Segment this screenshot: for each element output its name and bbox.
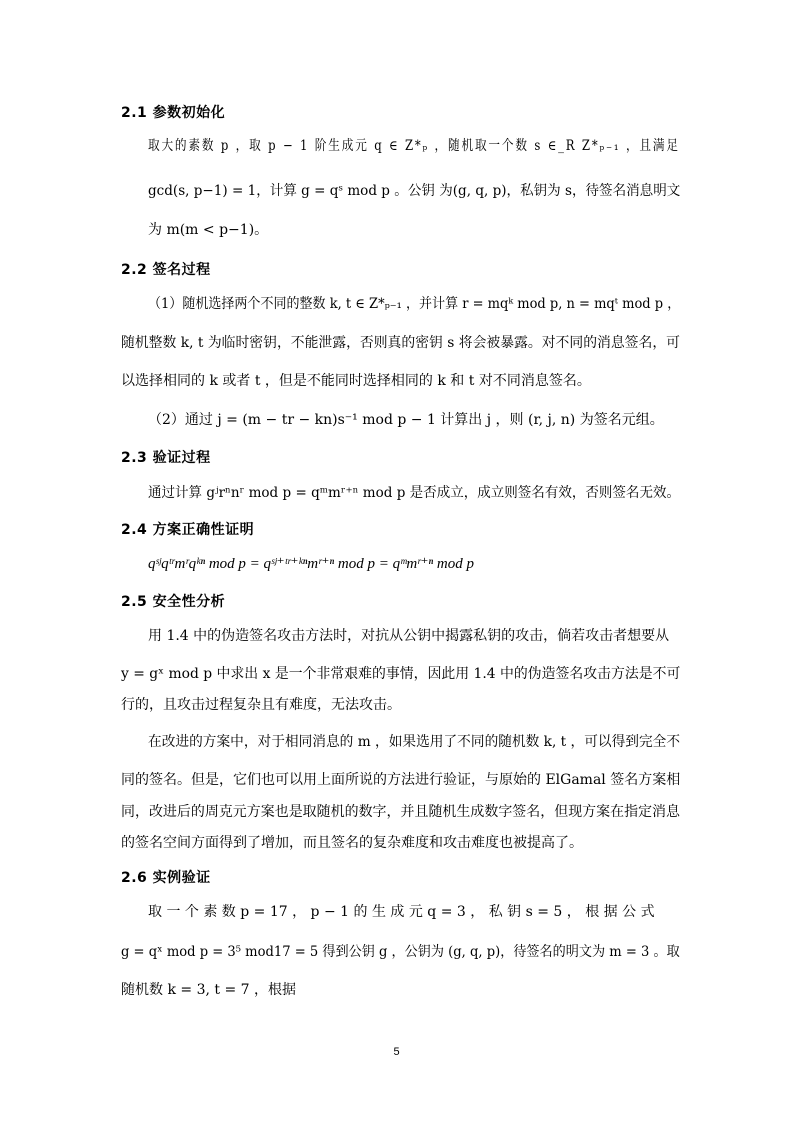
page-number: 5 [393,1046,400,1058]
paragraph-line: 用 1.4 中的伪造签名攻击方法时，对抗从公钥中揭露私钥的攻击，倘若攻击者想要从 [148,628,670,644]
section-heading-2-2: 2.2 签名过程 [121,262,211,278]
paragraph-line: y = gˣ mod p 中求出 x 是一个非常艰难的事情，因此用 1.4 中的伪造签名攻击方法是不可 [121,666,681,682]
paragraph-line: 以选择相同的 k 或者 t ，但是不能同时选择相同的 k 和 t 对不同消息签名。 [121,373,591,389]
section-heading-2-6: 2.6 实例验证 [121,870,211,886]
paragraph-line: 的签名空间方面得到了增加，而且签名的复杂难度和攻击难度也被提高了。 [121,835,583,851]
section-heading-2-3: 2.3 验证过程 [121,450,211,466]
paragraph-line: 随机整数 k, t 为临时密钥，不能泄露，否则真的密钥 s 将会被暴露。对不同的消息签名，可 [121,335,680,351]
paragraph-line: （2）通过 j = (m − tr − kn)s⁻¹ mod p − 1 计算出 j ，则 (r, j, n) 为签名元组。 [148,412,664,428]
section-heading-2-5: 2.5 安全性分析 [121,594,226,610]
paragraph-line: g = qˣ mod p = 3⁵ mod17 = 5 得到公钥 g ，公钥为 (g, q, p)，待签名的明文为 m = 3 。取 [121,944,680,960]
paragraph-line: 取大的素数 p ，取 p − 1 阶生成元 q ∈ Z*ₚ ，随机取一个数 s ∈_R Z*ₚ₋₁ ，且满足 [148,138,680,154]
paragraph-line: 同的签名。但是，它们也可以用上面所说的方法进行验证，与原始的 ElGamal 签名方案相 [121,772,681,788]
paragraph-line: gcd(s, p−1) = 1，计算 g = qˢ mod p 。公钥 为(g, q, p)，私钥为 s，待签名消息明文 [148,183,681,199]
paragraph-line: 通过计算 gʲrⁿnʳ mod p = qᵐmʳ⁺ⁿ mod p 是否成立，成立则签名有效，否则签名无效。 [148,485,681,501]
section-heading-2-4: 2.4 方案正确性证明 [121,522,255,538]
paragraph-line: 在改进的方案中，对于相同消息的 m ，如果选用了不同的随机数 k, t ，可以得到完全不 [148,734,681,750]
correctness-formula: qˢʲqᵗʳmʳqᵏⁿ mod p = qˢʲ⁺ᵗʳ⁺ᵏⁿmʳ⁺ⁿ mod p = qᵐmʳ⁺ⁿ mod p [148,556,474,572]
paragraph-line: 取 一 个 素 数 p = 17 ， p − 1 的 生 成 元 q = 3 ， 私 钥 s = 5 ， 根 据 公 式 [148,904,655,920]
paragraph-line: （1）随机选择两个不同的整数 k, t ∈ Z*ₚ₋₁ ，并计算 r = mqᵏ mod p, n = mqᵗ mod p ， [148,296,681,312]
paragraph-line: 为 m(m < p−1)。 [148,222,269,238]
paragraph-line: 行的，且攻击过程复杂且有难度，无法攻击。 [121,697,401,713]
paragraph-line: 同，改进后的周克元方案也是取随机的数字，并且随机生成数字签名，但现方案在指定消息 [121,804,680,820]
paragraph-line: 随机数 k = 3, t = 7 ，根据 [121,982,296,998]
section-heading-2-1: 2.1 参数初始化 [121,105,226,121]
